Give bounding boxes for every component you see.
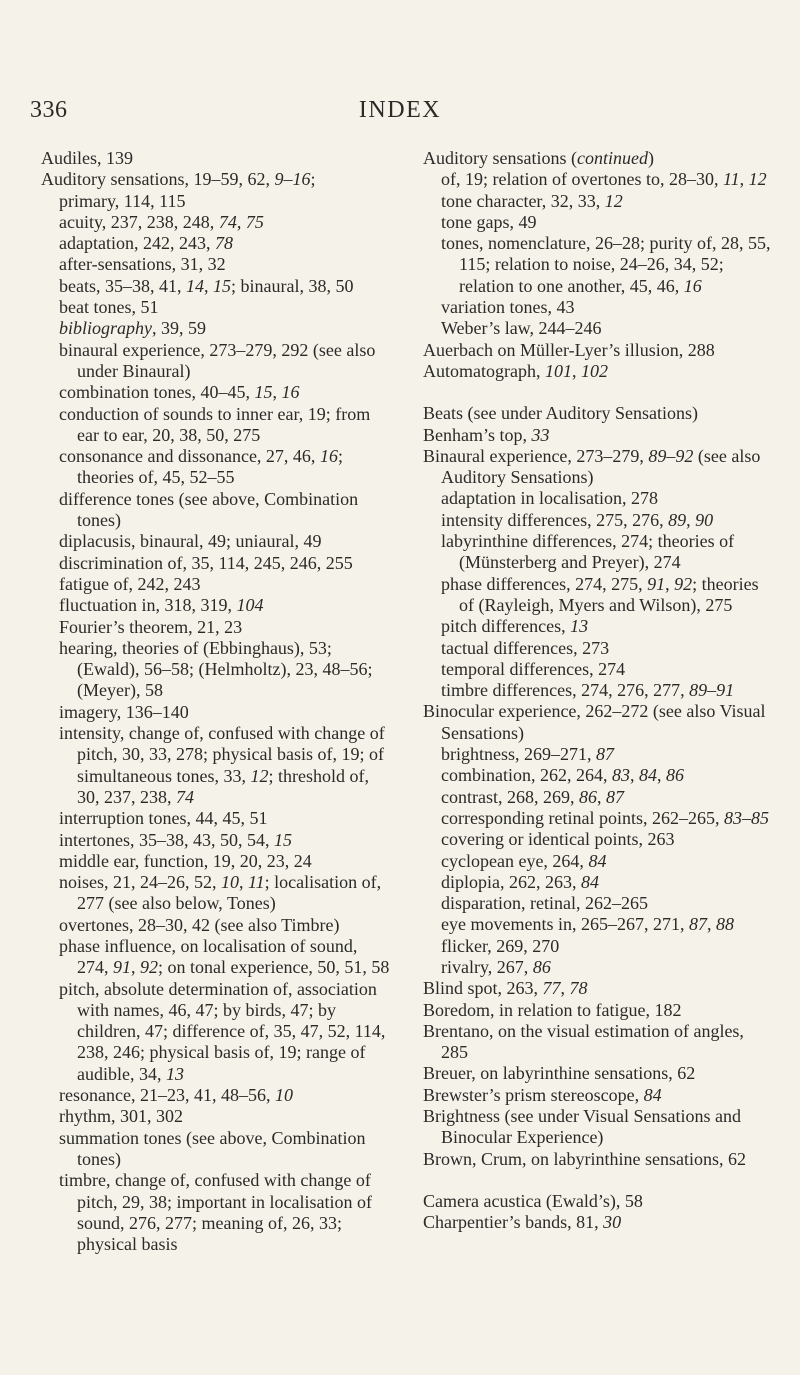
- index-entry: Brightness (see under Visual Sensations and Binocular Experience): [423, 1106, 742, 1148]
- index-subentry: intensity, change of, confused with change of pitch, 30, 33, 278; physical basis of, 19; of simultaneous tones, 33, 12; threshold of, 30, 237, 238, 74: [59, 723, 385, 807]
- index-subentry: difference tones (see above, Combination tones): [59, 488, 359, 531]
- index-subentry: hearing, theories of (Ebbinghaus), 53; (Ewald), 56–58; (Helmholtz), 23, 48–56; (Meyer), 58: [59, 637, 373, 701]
- index-entry: Binocular experience, 262–272 (see also Visual Sensations): [423, 701, 766, 743]
- index-subentry: beats, 35–38, 41, 14, 15; binaural, 38, 50: [59, 275, 354, 296]
- index-entry: Brewster’s prism stereoscope, 84: [423, 1084, 662, 1105]
- index-subentry: adaptation in localisation, 278: [441, 488, 658, 509]
- index-subentry: temporal differences, 274: [441, 658, 626, 679]
- index-entry: Breuer, on labyrinthine sensations, 62: [423, 1063, 696, 1084]
- page-header: [0, 97, 800, 127]
- index-subentry: combination tones, 40–45, 15, 16: [59, 382, 300, 403]
- index-subentry: labyrinthine differences, 274; theories of (Münsterberg and Preyer), 274: [441, 531, 735, 573]
- index-subentry: flicker, 269, 270: [441, 935, 560, 956]
- index-subentry: of, 19; relation of overtones to, 28–30, 11, 12: [441, 169, 767, 190]
- index-subentry: middle ear, function, 19, 20, 23, 24: [59, 850, 312, 871]
- index-entry: Charpentier’s bands, 81, 30: [423, 1212, 622, 1233]
- index-subentry: after-sensations, 31, 32: [59, 254, 226, 275]
- index-subentry: diplopia, 262, 263, 84: [441, 871, 599, 892]
- index-subentry: tones, nomenclature, 26–28; purity of, 28, 55, 115; relation to noise, 24–26, 34, 52; relation to one another, 45, 46, 16: [441, 233, 771, 296]
- index-subentry: acuity, 237, 238, 248, 74, 75: [59, 211, 264, 232]
- index-subentry: tone gaps, 49: [441, 211, 537, 232]
- index-subentry: bibliography, 39, 59: [59, 318, 206, 339]
- index-subentry: fatigue of, 242, 243: [59, 573, 201, 594]
- index-subentry: adaptation, 242, 243, 78: [59, 233, 233, 254]
- index-subentry: fluctuation in, 318, 319, 104: [59, 595, 264, 616]
- index-column-left: [41, 148, 391, 1255]
- index-subentry: timbre differences, 274, 276, 277, 89–91: [441, 680, 735, 701]
- page-number: 336: [30, 97, 68, 123]
- index-subentry: brightness, 269–271, 87: [441, 744, 614, 765]
- index-subentry: rhythm, 301, 302: [59, 1106, 183, 1127]
- index-subentry: corresponding retinal points, 262–265, 83–85: [441, 807, 769, 828]
- section-gap: [423, 382, 773, 403]
- index-subentry: Weber’s law, 244–246: [441, 318, 602, 339]
- index-subentry: cyclopean eye, 264, 84: [441, 850, 607, 871]
- index-entry: Camera acustica (Ewald’s), 58: [423, 1190, 643, 1211]
- index-entry: Auerbach on Müller-Lyer’s illusion, 288: [423, 339, 715, 360]
- index-entry: Benham’s top, 33: [423, 424, 550, 445]
- index-subentry: overtones, 28–30, 42 (see also Timbre): [59, 914, 340, 935]
- index-entry: Auditory sensations, 19–59, 62, 9–16;: [41, 169, 316, 190]
- section-gap: [423, 1170, 773, 1191]
- index-subentry: covering or identical points, 263: [441, 829, 675, 850]
- index-subentry: conduction of sounds to inner ear, 19; from ear to ear, 20, 38, 50, 275: [59, 403, 371, 445]
- index-subentry: pitch, absolute determination of, association with names, 46, 47; by birds, 47; by children, 47; difference of, 35, 47, 52, 114, 238, 246; physical basis of, 19; range of audible, 34, 13: [59, 978, 386, 1084]
- index-entry: Boredom, in relation to fatigue, 182: [423, 999, 682, 1020]
- index-subentry: binaural experience, 273–279, 292 (see also under Binaural): [59, 339, 376, 381]
- index-subentry: Fourier’s theorem, 21, 23: [59, 616, 243, 637]
- index-entry: Binaural experience, 273–279, 89–92 (see also Auditory Sensations): [423, 445, 761, 488]
- index-subentry: variation tones, 43: [441, 297, 575, 318]
- index-subentry: disparation, retinal, 262–265: [441, 893, 648, 914]
- index-subentry: phase differences, 274, 275, 91, 92; theories of (Rayleigh, Myers and Wilson), 275: [441, 573, 759, 615]
- index-entry: Brown, Crum, on labyrinthine sensations, 62: [423, 1148, 746, 1169]
- index-subentry: timbre, change of, confused with change of pitch, 29, 38; important in localisation of sound, 276, 277; meaning of, 26, 33; physical basis: [59, 1170, 372, 1255]
- index-subentry: interruption tones, 44, 45, 51: [59, 808, 268, 829]
- index-subentry: tactual differences, 273: [441, 637, 610, 658]
- index-entry: Auditory sensations (continued): [423, 148, 654, 168]
- index-subentry: summation tones (see above, Combination tones): [59, 1127, 366, 1169]
- index-subentry: consonance and dissonance, 27, 46, 16; theories of, 45, 52–55: [59, 446, 343, 488]
- index-subentry: noises, 21, 24–26, 52, 10, 11; localisation of, 277 (see also below, Tones): [59, 872, 382, 914]
- index-subentry: diplacusis, binaural, 49; uniaural, 49: [59, 531, 322, 552]
- index-entry: Beats (see under Auditory Sensations): [423, 403, 698, 424]
- index-subentry: beat tones, 51: [59, 297, 159, 318]
- index-subentry: phase influence, on localisation of sound, 274, 91, 92; on tonal experience, 50, 51, 58: [59, 935, 390, 978]
- index-entry: Blind spot, 263, 77, 78: [423, 978, 588, 999]
- index-entry: Audiles, 139: [41, 148, 133, 168]
- index-subentry: pitch differences, 13: [441, 616, 589, 637]
- index-subentry: combination, 262, 264, 83, 84, 86: [441, 765, 684, 786]
- index-entry: Automatograph, 101, 102: [423, 360, 608, 381]
- index-subentry: rivalry, 267, 86: [441, 956, 551, 977]
- index-subentry: contrast, 268, 269, 86, 87: [441, 786, 624, 807]
- index-subentry: primary, 114, 115: [59, 190, 186, 211]
- index-subentry: eye movements in, 265–267, 271, 87, 88: [441, 914, 734, 935]
- index-subentry: imagery, 136–140: [59, 701, 189, 722]
- index-subentry: intertones, 35–38, 43, 50, 54, 15: [59, 829, 292, 850]
- index-subentry: resonance, 21–23, 41, 48–56, 10: [59, 1085, 293, 1106]
- index-subentry: intensity differences, 275, 276, 89, 90: [441, 509, 714, 530]
- index-entry: Brentano, on the visual estimation of angles, 285: [423, 1020, 744, 1063]
- index-subentry: tone character, 32, 33, 12: [441, 190, 623, 211]
- running-head: INDEX: [358, 97, 442, 123]
- index-subentry: discrimination of, 35, 114, 245, 246, 255: [59, 552, 353, 573]
- index-column-right: [423, 148, 773, 1234]
